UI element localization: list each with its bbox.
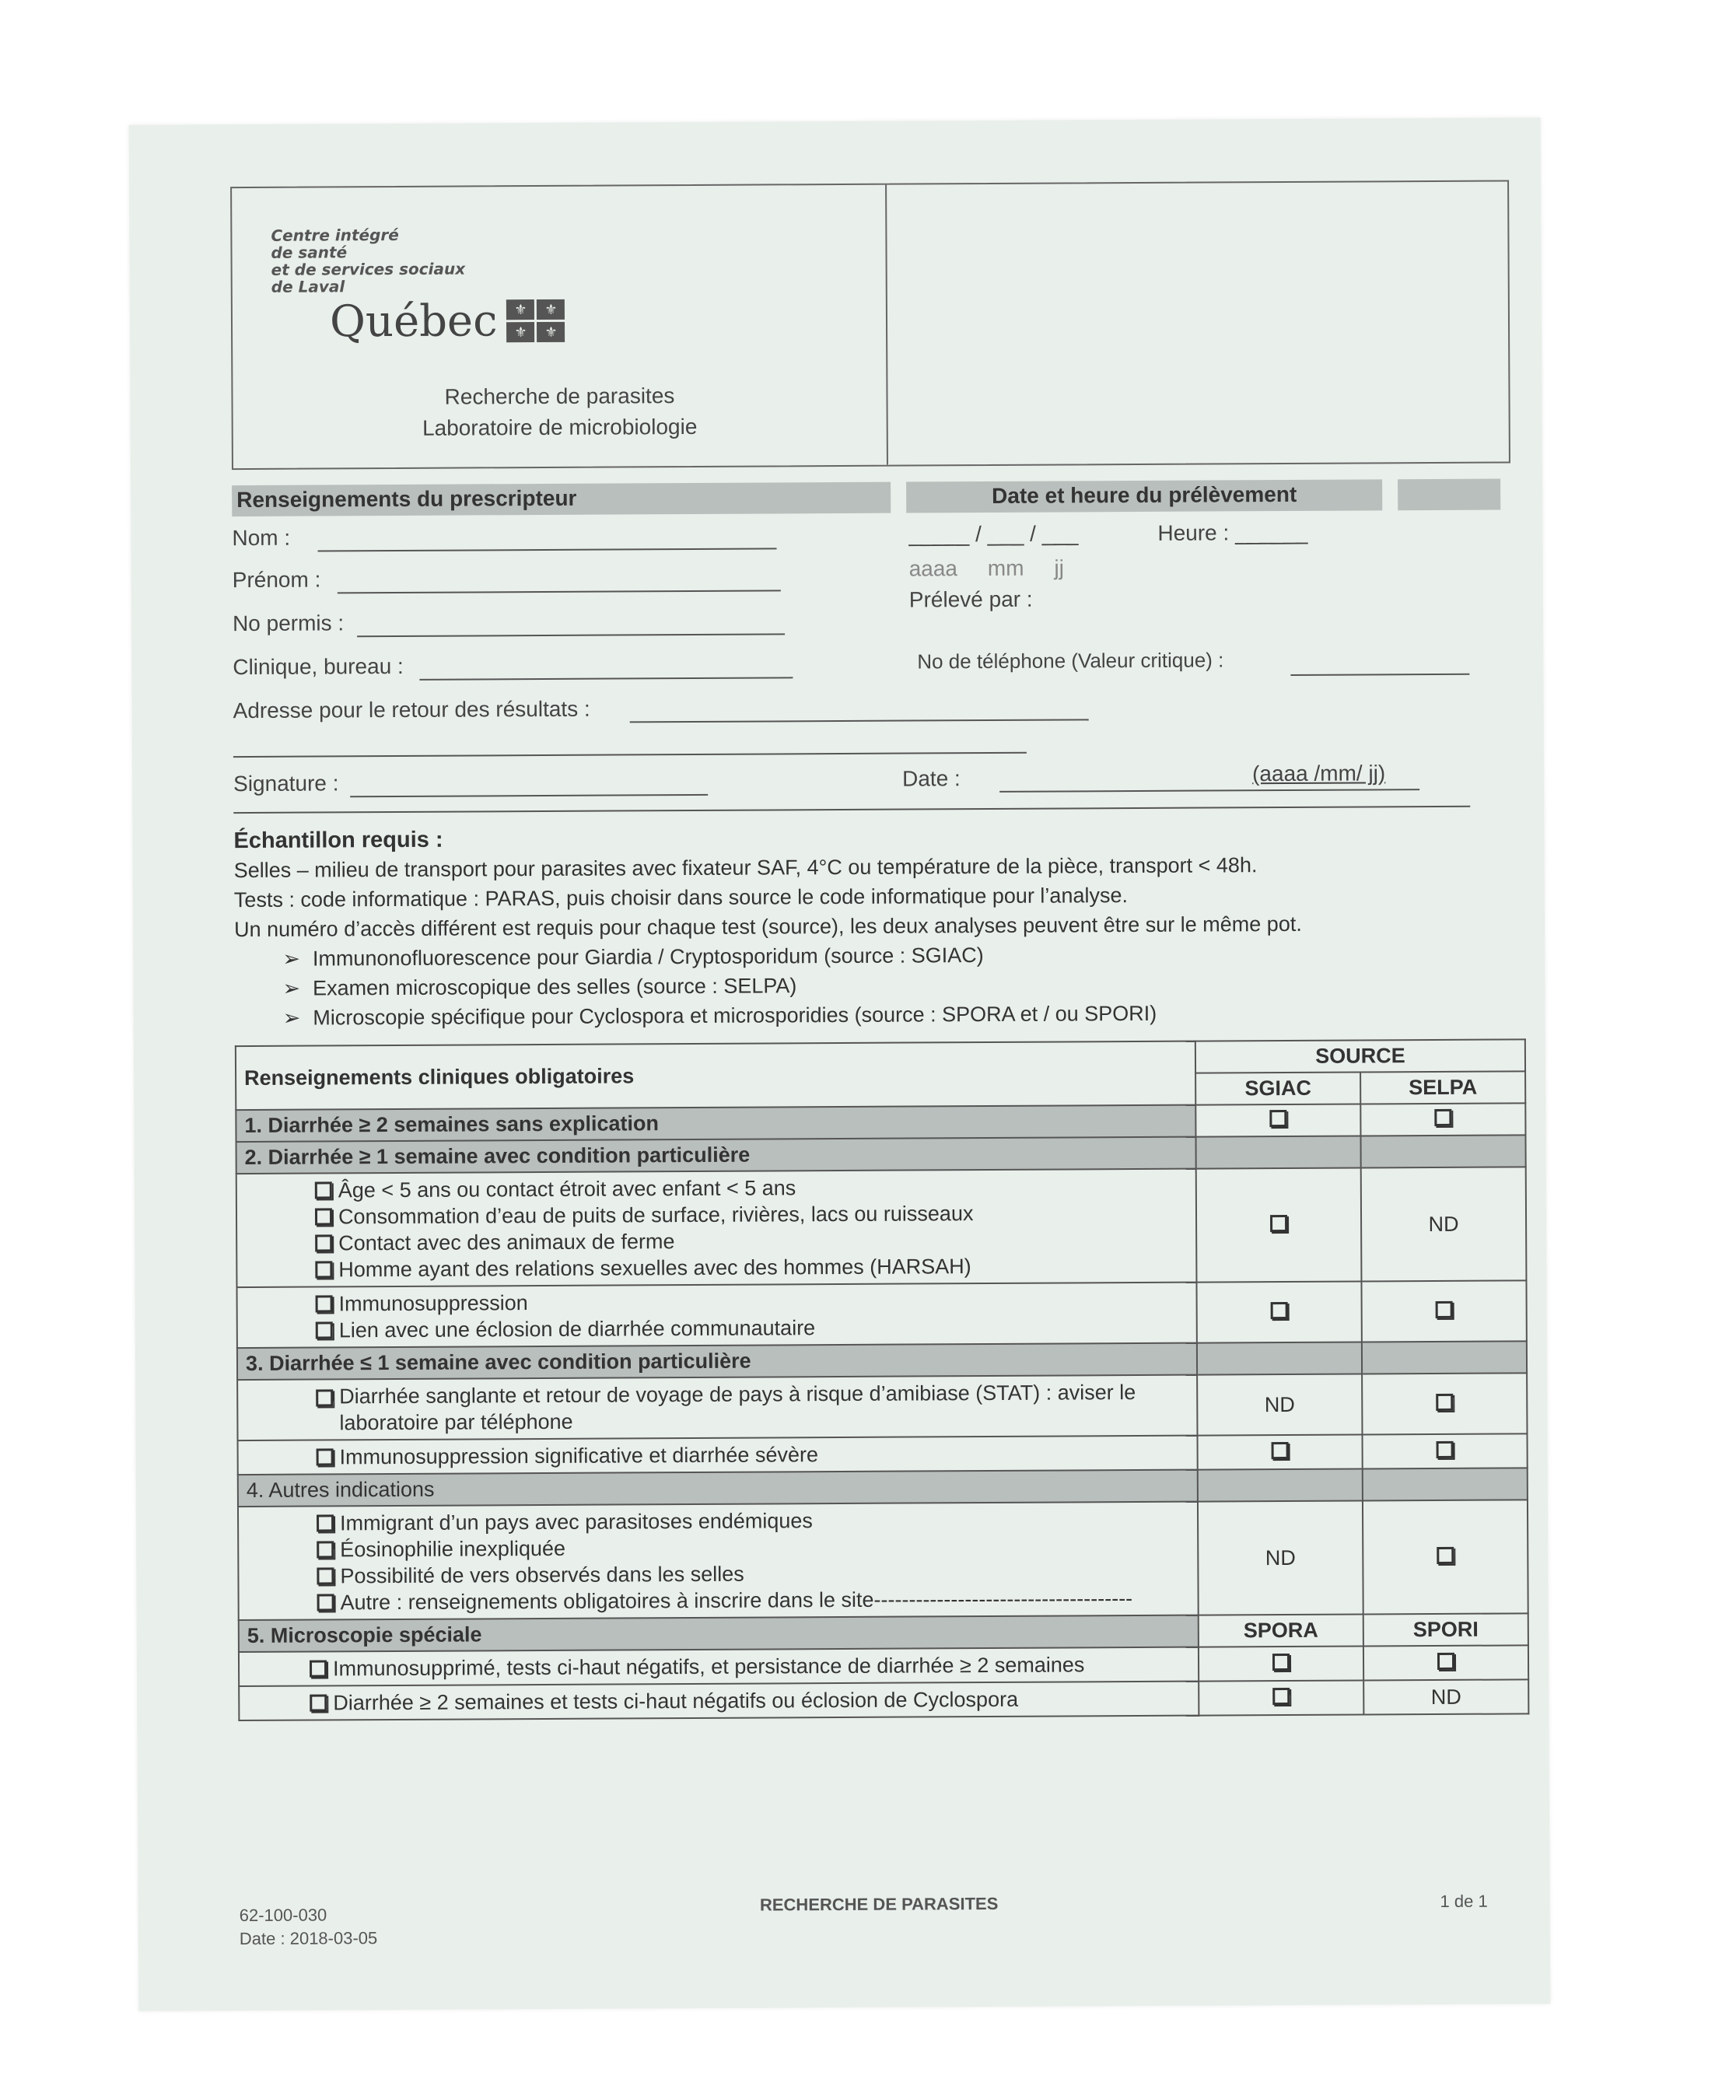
checkbox[interactable] [1437, 1546, 1454, 1563]
test-item: ➢ Examen microscopique des selles (source : SELPA) [282, 967, 1517, 1003]
telephone-label: No de téléphone (Valeur critique) : [917, 648, 1224, 674]
fmt-year: aaaa [908, 556, 958, 581]
org-line: et de services sociaux [271, 259, 466, 279]
prescriber-fields [232, 509, 1524, 820]
form-sheet [129, 117, 1551, 2011]
checkbox[interactable] [315, 1208, 332, 1225]
option-label: Diarrhée sanglante et retour de voyage de pays à risque d’amibiase (STAT) : aviser le laboratoire par téléphone [339, 1381, 1136, 1435]
sample-line: Tests : code informatique : PARAS, puis choisir dans source le code informatique pour l’analyse. [233, 884, 1129, 912]
section-4-label: 4. Autres indications [238, 1470, 1198, 1507]
form-header [230, 180, 1510, 470]
permis-field[interactable] [357, 633, 785, 637]
test-item: ➢ Immunonofluorescence pour Giardia / Cryptosporidum (source : SGIAC) [282, 937, 1517, 973]
permis-label: No permis : [232, 611, 345, 636]
label-area [887, 181, 1509, 464]
option-label: Âge < 5 ans ou contact étroit avec enfant < 5 ans [338, 1176, 796, 1202]
not-done-label: ND [1197, 1374, 1362, 1435]
brand-word: Québec [329, 296, 498, 348]
not-done-label: ND [1363, 1679, 1528, 1714]
section-5-label: 5. Microscopie spéciale [239, 1615, 1199, 1652]
checkbox[interactable] [317, 1448, 334, 1465]
section-3-label: 3. Diarrhée ≤ 1 semaine avec condition particulière [237, 1343, 1197, 1380]
form-code: 62-100-030 [239, 1905, 327, 1926]
checkbox[interactable] [1437, 1652, 1454, 1669]
checkbox[interactable] [1434, 1109, 1451, 1126]
not-done-label: ND [1198, 1500, 1363, 1615]
sampling-heading: Date et heure du prélèvement [906, 479, 1382, 513]
option-label: Éosinophilie inexpliquée [340, 1536, 566, 1562]
checkbox[interactable] [317, 1567, 334, 1584]
selpa-header: SELPA [1360, 1071, 1525, 1104]
test-item: ➢ Microscopie spécifique pour Cyclospora et microsporidies (source : SPORA et / ou SPORI) [283, 996, 1518, 1032]
option-label: Immigrant d’un pays avec parasitoses endémiques [340, 1509, 813, 1535]
prenom-field[interactable] [338, 590, 781, 593]
section-1-label: 1. Diarrhée ≥ 2 semaines sans explication [236, 1105, 1195, 1142]
adresse-label: Adresse pour le retour des résultats : [233, 696, 590, 723]
blank-band [1398, 479, 1500, 511]
checkbox[interactable] [1436, 1393, 1453, 1410]
date-format-labels [909, 555, 1064, 581]
page-number: 1 de 1 [1440, 1891, 1488, 1911]
checkbox[interactable] [1269, 1110, 1286, 1127]
quebec-logo [330, 296, 565, 348]
checkbox[interactable] [316, 1389, 333, 1406]
form [230, 180, 1521, 1721]
checkbox[interactable] [317, 1541, 334, 1558]
option-label: Consommation d’eau de puits de surface, rivières, lacs ou ruisseaux [338, 1202, 974, 1229]
sampling-date-field[interactable]: _____ / ___ / ___ [908, 521, 1079, 547]
nom-field[interactable] [318, 548, 777, 551]
option-label: Diarrhée ≥ 2 semaines et tests ci-haut négatifs ou éclosion de Cyclospora [333, 1687, 1019, 1715]
org-name [271, 226, 465, 296]
sampling-time-field[interactable]: Heure : ______ [1157, 520, 1308, 545]
nom-label: Nom : [232, 525, 291, 551]
sample-heading: Échantillon requis : [233, 827, 443, 854]
signature-label: Signature : [233, 771, 339, 796]
table-row [239, 1679, 1528, 1720]
header-left [232, 185, 888, 468]
spora-header: SPORA [1199, 1614, 1363, 1647]
org-line: de Laval [271, 277, 345, 296]
date-field[interactable] [999, 789, 1419, 793]
form-footer [239, 1891, 1519, 1949]
checkbox[interactable] [1436, 1300, 1453, 1318]
table-row [236, 1167, 1527, 1287]
clinique-field[interactable] [419, 677, 793, 681]
option-label: Lien avec une éclosion de diarrhée communautaire [338, 1316, 816, 1342]
test-list [234, 937, 1518, 1033]
checkbox[interactable] [310, 1660, 327, 1677]
checkbox[interactable] [1270, 1214, 1287, 1231]
title-line: Recherche de parasites [444, 383, 675, 409]
checkbox[interactable] [317, 1594, 334, 1611]
checkbox[interactable] [315, 1234, 332, 1251]
checkbox[interactable] [317, 1514, 334, 1531]
option-label: Immunosuppression [338, 1291, 528, 1316]
org-line: de santé [271, 243, 348, 262]
preleve-par-label: Prélevé par : [908, 586, 1033, 612]
divider [233, 806, 1470, 814]
date-format-hint: (aaaa /mm/ jj) [1251, 761, 1386, 786]
sample-line: Un numéro d’accès différent est requis pour chaque test (source), les deux analyses peuvent être sur le même pot. [234, 912, 1302, 942]
spori-header: SPORI [1363, 1613, 1528, 1646]
footer-title: RECHERCHE DE PARASITES [759, 1893, 999, 1915]
signature-field[interactable] [350, 794, 708, 797]
form-date: Date : 2018-03-05 [239, 1928, 378, 1949]
checkbox[interactable] [316, 1295, 333, 1312]
checkbox[interactable] [1272, 1687, 1290, 1704]
table-row [237, 1373, 1527, 1440]
sgiac-header: SGIAC [1195, 1072, 1360, 1104]
telephone-field[interactable] [1290, 674, 1469, 676]
option-label: Immunosupprimé, tests ci-haut négatifs, et persistance de diarrhée ≥ 2 semaines [332, 1653, 1085, 1681]
checkbox[interactable] [315, 1181, 332, 1199]
checkbox[interactable] [1272, 1653, 1290, 1670]
option-label: Contact avec des animaux de ferme [338, 1230, 675, 1255]
date-label: Date : [901, 766, 961, 791]
option-label: Autre : renseignements obligatoires à inscrire dans le site------------------------------------- [340, 1587, 1133, 1615]
checkbox[interactable] [316, 1321, 333, 1339]
source-header: SOURCE [1195, 1039, 1525, 1073]
option-label: Immunosuppression significative et diarrhée sévère [339, 1443, 819, 1469]
clinical-header: Renseignements cliniques obligatoires [236, 1041, 1195, 1110]
prescriber-heading: Renseignements du prescripteur [232, 482, 891, 516]
checkbox[interactable] [1437, 1440, 1454, 1458]
adresse-field[interactable] [630, 719, 1089, 723]
fleur-de-lis-flag-icon: ⚜ ⚜ ⚜ ⚜ [506, 299, 565, 342]
option-label: Homme ayant des relations sexuelles avec des hommes (HARSAH) [338, 1255, 971, 1282]
clinical-info-table [235, 1038, 1530, 1721]
section-2-label: 2. Diarrhée ≥ 1 semaine avec condition particulière [236, 1137, 1196, 1174]
fmt-month: mm [987, 555, 1024, 580]
table-row [236, 1280, 1526, 1348]
checkbox[interactable] [1271, 1301, 1288, 1318]
fmt-day: jj [1054, 555, 1064, 580]
title-line: Laboratoire de microbiologie [422, 414, 698, 440]
sample-requirements [233, 819, 1517, 1033]
sample-line: Selles – milieu de transport pour parasites avec fixateur SAF, 4°C ou température de la pièce, transport < 48h. [233, 853, 1258, 883]
org-line: Centre intégré [271, 225, 399, 245]
not-done-label: ND [1361, 1167, 1527, 1281]
prenom-label: Prénom : [232, 567, 321, 593]
option-label: Possibilité de vers observés dans les selles [340, 1562, 744, 1588]
clinique-label: Clinique, bureau : [233, 653, 404, 680]
form-title [233, 380, 886, 445]
checkbox[interactable] [310, 1694, 327, 1711]
table-row [238, 1500, 1528, 1620]
adresse-field-line2[interactable] [233, 752, 1027, 758]
checkbox[interactable] [315, 1261, 332, 1278]
checkbox[interactable] [1272, 1441, 1289, 1458]
